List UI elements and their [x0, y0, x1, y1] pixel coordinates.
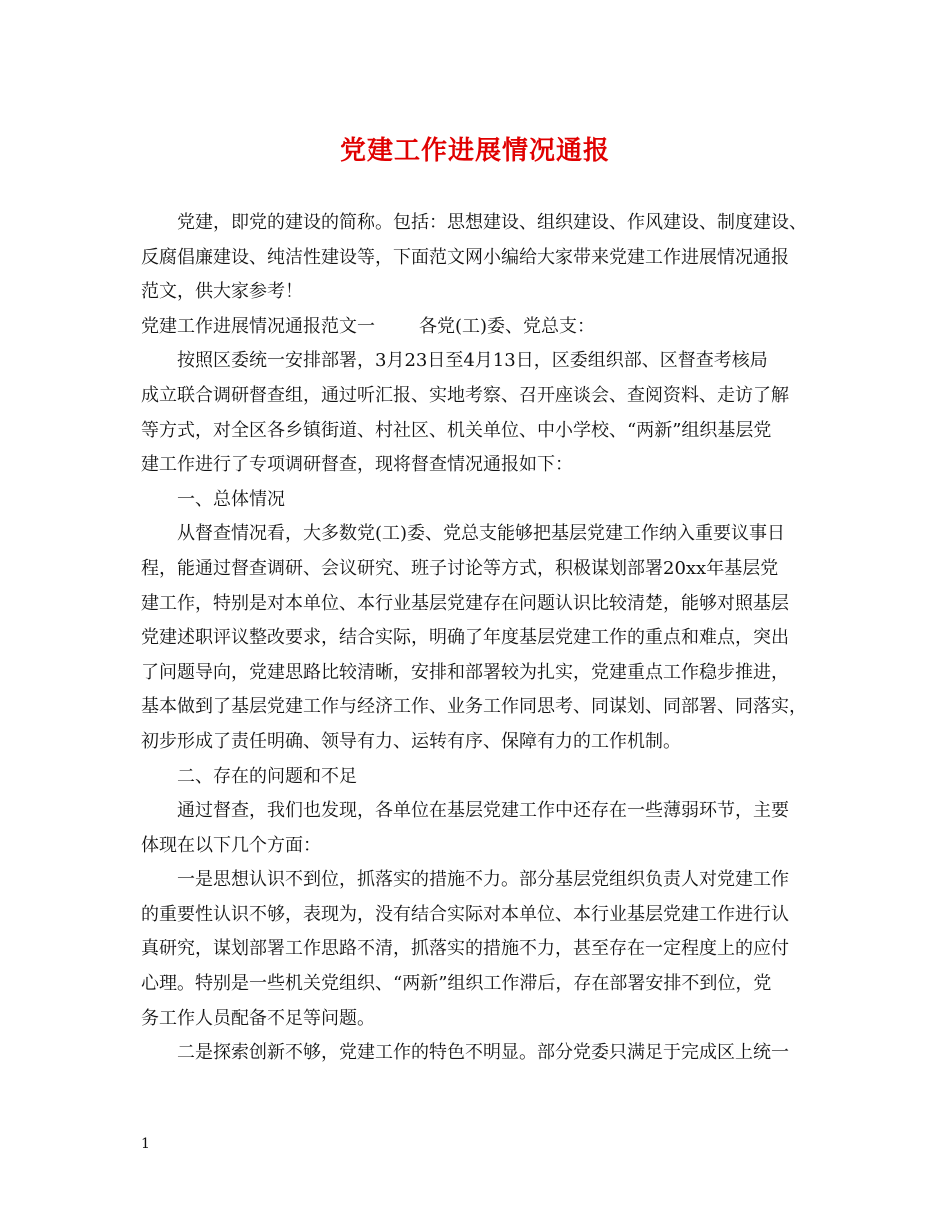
page-title: 党建工作进展情况通报 [339, 136, 610, 166]
text-line: 成立联合调研督查组，通过听汇报、实地考察、召开座谈会、查阅资料、走访了解 [141, 384, 789, 406]
text-line: 了问题导向，党建思路比较清晰，安排和部署较为扎实，党建重点工作稳步推进， [141, 661, 789, 683]
salutation: 各党(工)委、党总支： [419, 315, 596, 337]
section-heading: 二、存在的问题和不足 [177, 765, 357, 787]
text-line: 一是思想认识不到位，抓落实的措施不力。部分基层党组织负责人对党建工作 [177, 869, 789, 891]
document-body [141, 206, 831, 1071]
text-line: 范文，供大家参考！ [141, 281, 303, 303]
text-line: 基本做到了基层党建工作与经济工作、业务工作同思考、同谋划、同部署、同落实， [141, 696, 807, 718]
page-number: 1 [141, 1136, 150, 1152]
text-line: 真研究，谋划部署工作思路不清，抓落实的措施不力，甚至存在一定程度上的应付 [141, 938, 789, 960]
text-line: 按照区委统一安排部署，3月23日至4月13日，区委组织部、区督查考核局 [177, 350, 768, 372]
text-line: 的重要性认识不够，表现为，没有结合实际对本单位、本行业基层党建工作进行认 [141, 903, 789, 925]
text-line: 党建，即党的建设的简称。包括：思想建设、组织建设、作风建设、制度建设、 [177, 212, 807, 233]
text-line: 务工作人员配备不足等问题。 [141, 1007, 375, 1029]
text-line: 心理。特别是一些机关党组织、“两新”组织工作滞后，存在部署安排不到位，党 [141, 973, 772, 995]
text-line: 从督查情况看，大多数党(工)委、党总支能够把基层党建工作纳入重要议事日 [177, 523, 786, 545]
text-line: 通过督查，我们也发现，各单位在基层党建工作中还存在一些薄弱环节，主要 [177, 800, 789, 822]
text-line: 反腐倡廉建设、纯洁性建设等，下面范文网小编给大家带来党建工作进展情况通报 [141, 246, 789, 268]
text-line: 程，能通过督查调研、会议研究、班子讨论等方式，积极谋划部署20xx年基层党 [141, 557, 779, 579]
text-line: 建工作，特别是对本单位、本行业基层党建存在问题认识比较清楚，能够对照基层 [141, 592, 789, 614]
text-line: 党建述职评议整改要求，结合实际，明确了年度基层党建工作的重点和难点，突出 [141, 627, 789, 649]
text-line: 二是探索创新不够，党建工作的特色不明显。部分党委只满足于完成区上统一 [177, 1042, 789, 1064]
text-line: 建工作进行了专项调研督查，现将督查情况通报如下： [141, 454, 573, 476]
text-line: 初步形成了责任明确、领导有力、运转有序、保障有力的工作机制。 [141, 730, 681, 752]
text-line: 党建工作进展情况通报范文一 各党(工)委、党总支： [141, 315, 596, 337]
text-line: 体现在以下几个方面： [141, 834, 321, 856]
section-heading: 一、总体情况 [177, 488, 285, 510]
text-line: 等方式，对全区各乡镇街道、村社区、机关单位、中小学校、“两新”组织基层党 [141, 419, 772, 441]
